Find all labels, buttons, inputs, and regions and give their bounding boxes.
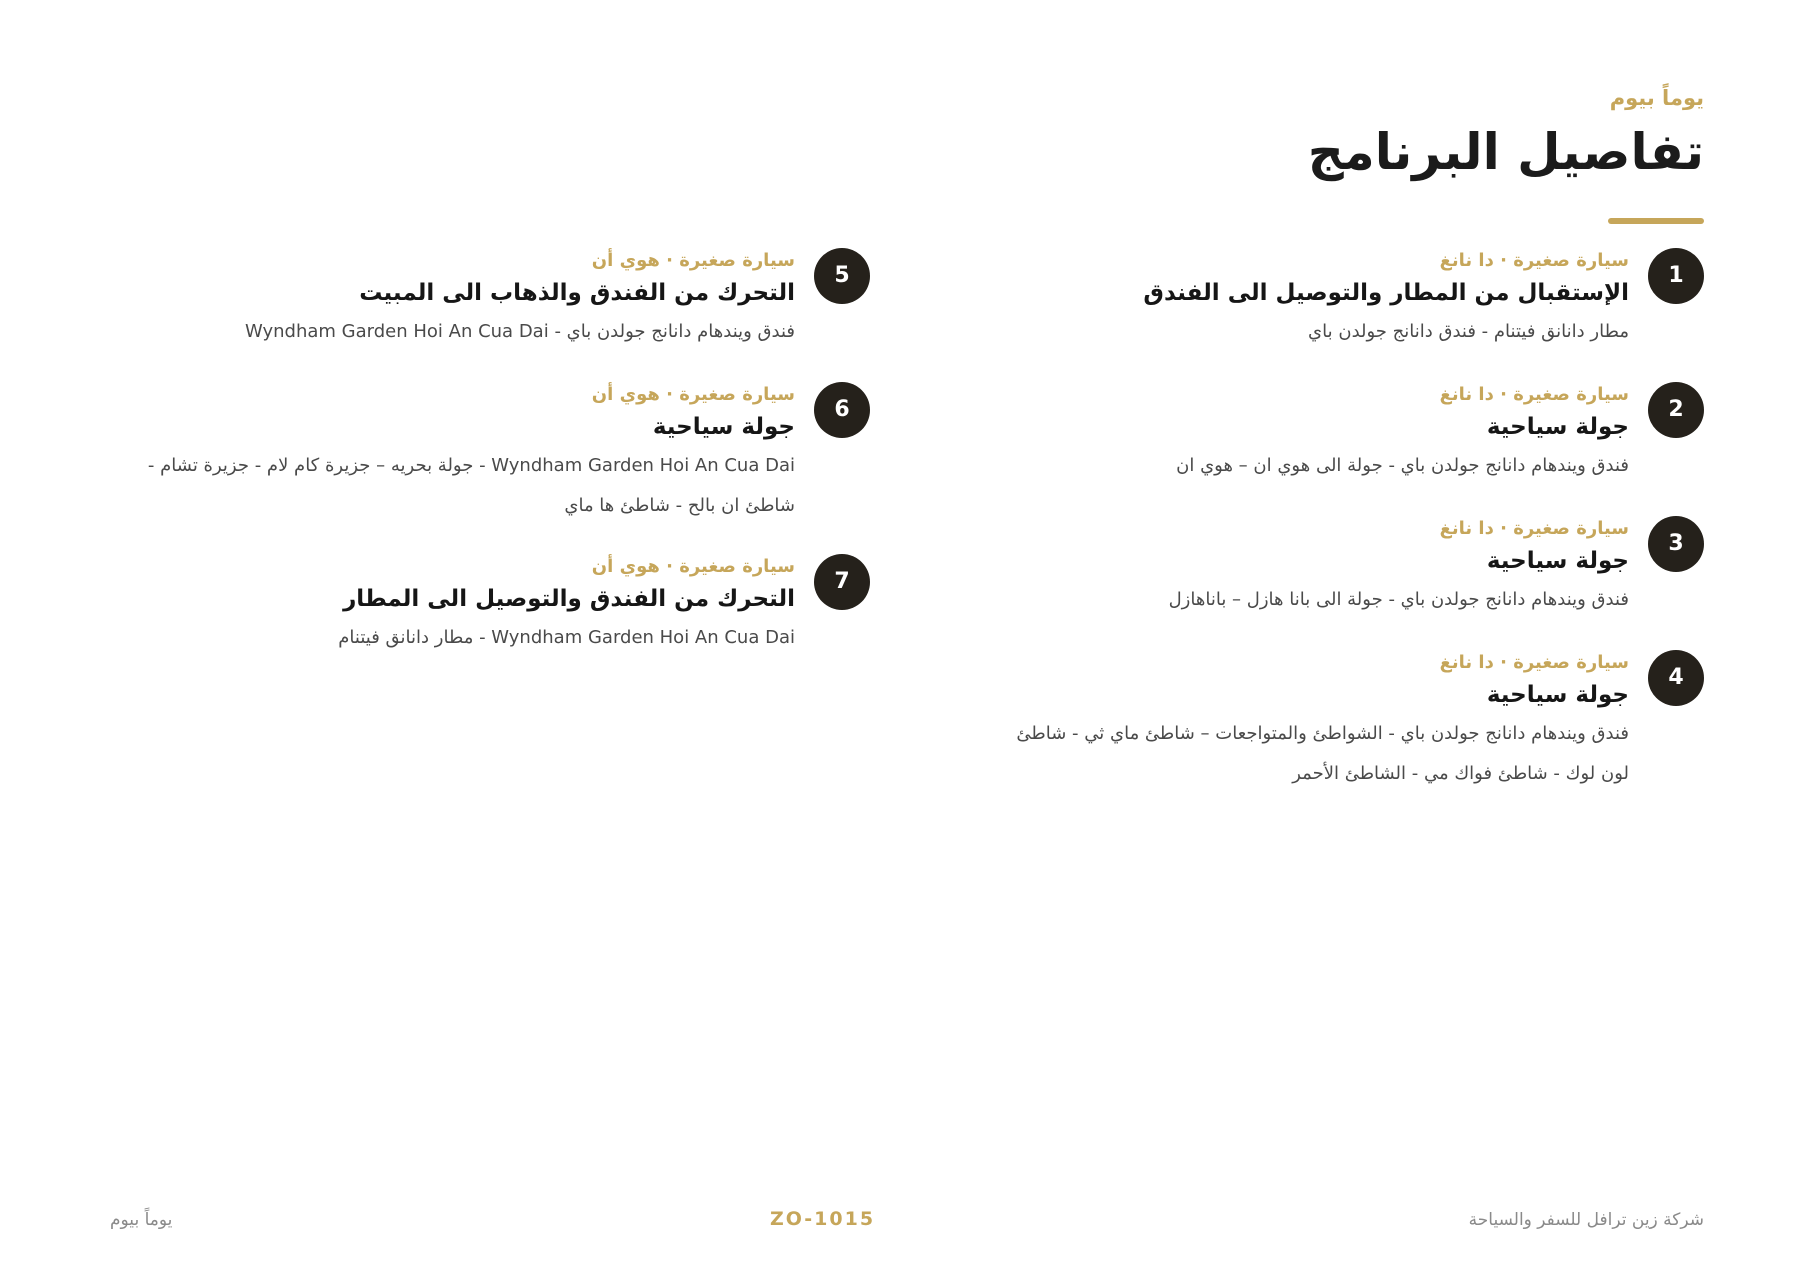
item-description: فندق ويندهام دانانج جولدن باي - Wyndham Garden Hoi An Cua Dai xyxy=(245,321,795,342)
item-meta: سيارة صغيرة · دا نانغ xyxy=(1439,518,1629,539)
footer-section-label: يوماً بيوم xyxy=(110,1210,173,1230)
itinerary-item xyxy=(984,248,1704,366)
itinerary-column-left xyxy=(110,248,870,674)
item-meta: سيارة صغيرة · دا نانغ xyxy=(1439,250,1629,271)
itinerary-item xyxy=(984,382,1704,500)
item-title: جولة سياحية xyxy=(652,414,795,440)
item-meta: سيارة صغيرة · دا نانغ xyxy=(1439,384,1629,405)
day-number-badge: 2 xyxy=(1648,382,1704,438)
item-title: جولة سياحية xyxy=(1486,548,1629,574)
item-description: Wyndham Garden Hoi An Cua Dai - جولة بحريه – جزيرة كام لام - جزيرة تشام - شاطئ ان بالح - شاطئ ها ماي xyxy=(147,455,795,516)
day-number-badge: 5 xyxy=(814,248,870,304)
day-number-badge: 3 xyxy=(1648,516,1704,572)
title-underline xyxy=(1608,218,1704,224)
itinerary-column-right xyxy=(984,248,1704,810)
itinerary-item xyxy=(110,382,870,538)
day-number-badge: 4 xyxy=(1648,650,1704,706)
item-title: التحرك من الفندق والذهاب الى المبيت xyxy=(359,280,795,306)
item-title: جولة سياحية xyxy=(1486,414,1629,440)
day-number-badge: 1 xyxy=(1648,248,1704,304)
itinerary-item xyxy=(984,650,1704,794)
item-meta: سيارة صغيرة · دا نانغ xyxy=(1439,652,1629,673)
page-title: تفاصيل البرنامج xyxy=(1307,123,1704,181)
item-description: فندق ويندهام دانانج جولدن باي - جولة الى هوي ان – هوي ان xyxy=(1176,455,1629,476)
item-description: فندق ويندهام دانانج جولدن باي - جولة الى بانا هازل – باناهازل xyxy=(1168,589,1629,610)
item-description: مطار دانانق فيتنام - فندق دانانج جولدن باي xyxy=(1308,321,1629,342)
item-meta: سيارة صغيرة · هوي أن xyxy=(591,384,795,405)
itinerary-item xyxy=(110,248,870,366)
item-title: الإستقبال من المطار والتوصيل الى الفندق xyxy=(1143,280,1629,306)
day-number-badge: 6 xyxy=(814,382,870,438)
section-eyebrow: يوماً بيوم xyxy=(1609,86,1704,110)
item-description: Wyndham Garden Hoi An Cua Dai - مطار دانانق فيتنام xyxy=(338,627,795,648)
day-number-badge: 7 xyxy=(814,554,870,610)
item-title: جولة سياحية xyxy=(1486,682,1629,708)
itinerary-item xyxy=(110,554,870,658)
item-meta: سيارة صغيرة · هوي أن xyxy=(591,556,795,577)
item-description: فندق ويندهام دانانج جولدن باي - الشواطئ والمتواجعات – شاطئ ماي ثي - شاطئ لون لوك - شاطئ فواك مي - الشاطئ الأحمر xyxy=(1016,723,1629,784)
item-title: التحرك من الفندق والتوصيل الى المطار xyxy=(343,586,795,612)
footer-document-code: ZO-1015 xyxy=(770,1208,876,1230)
item-meta: سيارة صغيرة · هوي أن xyxy=(591,250,795,271)
itinerary-item xyxy=(984,516,1704,634)
footer-company: شركة زين ترافل للسفر والسياحة xyxy=(1468,1210,1704,1230)
